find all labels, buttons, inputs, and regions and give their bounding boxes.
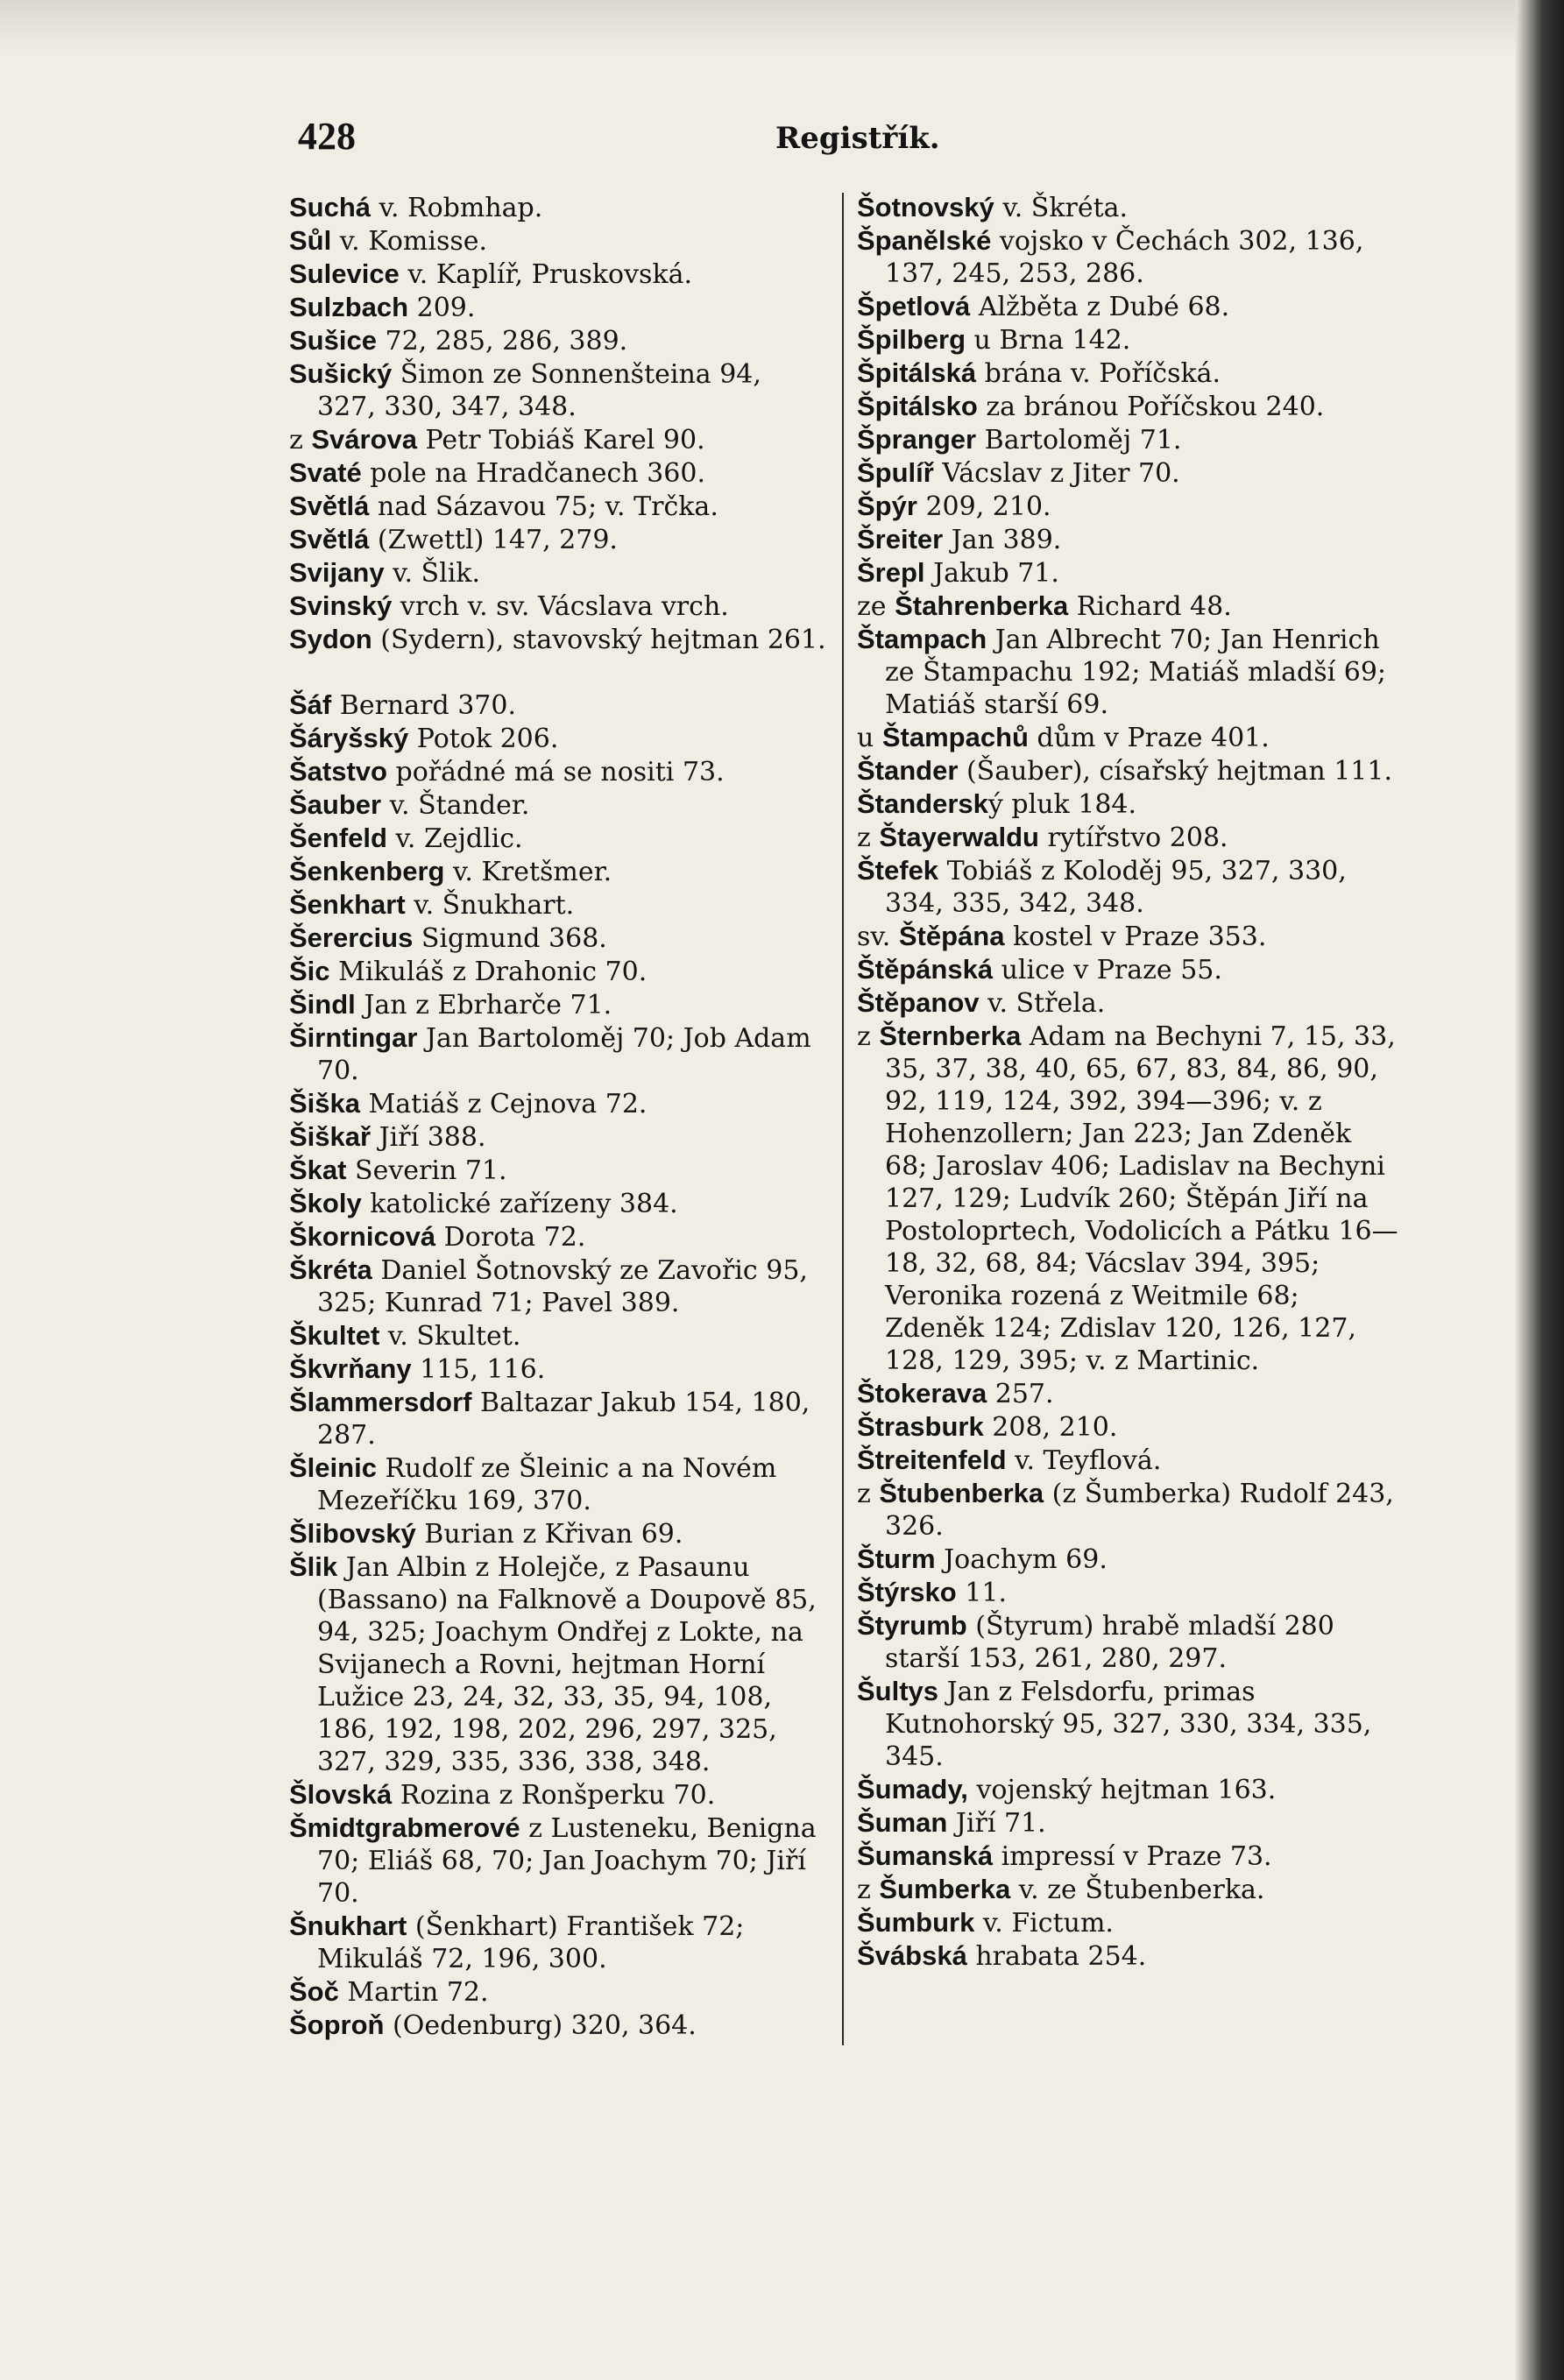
entry-headword: Šiška [289,1088,361,1119]
entry-text: 257. [987,1379,1054,1409]
entry-headword: Šlovská [289,1779,393,1810]
entry-text: Alžběta z Dubé 68. [970,292,1230,322]
entry-text: za bránou Poříčskou 240. [977,392,1325,422]
entry-text: Richard 48. [1068,591,1232,622]
entry-text: Potok 206. [408,724,559,754]
entry-headword: Štokerava [857,1378,987,1409]
entry-headword: Štýrsko [857,1577,957,1607]
entry-headword: Šiškař [289,1121,372,1152]
entry-headword: Svárova [311,424,417,455]
entry-headword: Šauber [289,789,382,820]
entry-text: Severin 71. [346,1155,507,1186]
index-entry [857,623,1400,721]
entry-text: (Oedenburg) 320, 364. [384,2010,697,2041]
entry-text: 72, 285, 286, 389. [376,326,628,357]
entry-text: Jiří 388. [371,1122,486,1153]
entry-headword: Štampachů [881,722,1029,752]
entry-text: (Sydern), stavovský hejtman 261. [372,625,826,655]
entry-headword: Sůl [289,225,332,256]
entry-text: (z Šumberka) Rudolf 243, 326. [885,1479,1394,1542]
entry-headword: Šic [289,956,330,986]
entry-headword: Šoč [289,1976,339,2007]
entry-text: 209. [408,293,476,323]
entry-headword: Šáryšský [289,723,409,753]
entry-text: Mikuláš z Drahonic 70. [329,957,648,987]
entry-text: vrch v. sv. Vácslava vrch. [392,591,729,622]
entry-headword: Špýr [857,491,917,521]
entry-text: pole na Hradčanech 360. [361,458,705,489]
entry-text: Vácslav z Jiter 70. [933,458,1180,489]
entry-headword: Šumberka [879,1874,1011,1904]
index-entry [857,953,1400,986]
running-title: Registřík. [775,121,940,156]
entry-text: 11. [956,1578,1007,1608]
entry-headword: Škréta [289,1254,372,1285]
entry-text: Petr Tobiáš Karel 90. [416,425,705,456]
index-entry [857,456,1400,490]
entry-headword: Sušický [289,358,393,389]
index-entry [289,1021,828,1087]
entry-text: katolické zařízeny 384. [361,1189,678,1219]
entry-headword: Štampach [857,624,987,654]
index-entry [857,1410,1400,1444]
entry-prefix: z [857,1021,880,1052]
entry-text: u Brna 142. [966,325,1131,356]
index-entry [289,224,828,258]
entry-text: v. Střela. [979,988,1106,1019]
entry-headword: Špranger [857,424,977,455]
entry-text: Baltazar Jakub 154, 180, 287. [317,1388,810,1451]
entry-headword: Školy [289,1188,362,1218]
index-entry [857,920,1400,953]
entry-prefix: z [857,1479,880,1509]
entry-headword: Svaté [289,457,362,488]
index-entry [289,590,828,623]
entry-headword: Štahrenberka [895,590,1069,621]
index-entry [289,1319,828,1352]
entry-headword: Škultet [289,1320,380,1351]
entry-headword: Šlik [289,1551,338,1582]
entry-text: nad Sázavou 75; v. Trčka. [369,491,718,522]
entry-text: v. Štander. [381,790,530,821]
entry-headword: Světlá [289,524,370,554]
entry-text: vojsko v Čechách 302, 136, 137, 245, 253, 286. [885,226,1364,289]
index-entry [857,390,1400,423]
entry-text: v. Kretšmer. [444,857,612,887]
index-entry [857,854,1400,920]
index-entry [857,1773,1400,1806]
entry-headword: Šenfeld [289,823,387,853]
index-entry [857,490,1400,523]
entry-text: v. Fictum. [974,1908,1114,1939]
index-entry [857,1806,1400,1840]
index-entry [289,258,828,291]
page-number: 428 [298,115,356,158]
entry-headword: Šenkenberg [289,856,445,886]
index-entry [857,1377,1400,1410]
index-entry [289,357,828,423]
entry-headword: Šrepl [857,557,925,588]
index-entry [289,1451,828,1517]
index-entry [289,1120,828,1154]
entry-text: kostel v Praze 353. [1004,922,1267,952]
entry-text: Burian z Křivan 69. [415,1519,683,1550]
index-entry [289,822,828,855]
index-entry [857,986,1400,1020]
entry-text: vojenský hejtman 163. [967,1775,1277,1805]
entry-headword: Šáf [289,689,332,720]
index-entry [289,755,828,788]
entry-headword: Špetlová [857,291,971,321]
page-header [298,114,1393,166]
index-entry [857,787,1400,821]
index-entry [857,357,1400,390]
entry-prefix: ze [857,591,895,622]
index-entry [289,423,828,456]
index-entry [857,754,1400,787]
entry-headword: Štander [857,755,959,786]
index-entry [289,1220,828,1254]
entry-prefix: sv. [857,922,899,952]
index-entry [289,324,828,357]
entry-headword: Štefek [857,855,939,886]
index-entry [289,1386,828,1451]
entry-headword: Sulzbach [289,292,409,322]
entry-headword: Šreiter [857,524,944,554]
index-entry [857,1939,1400,1973]
entry-text: ulice v Praze 55. [993,955,1222,985]
page-binding-edge [1516,0,1564,2380]
entry-text: brána v. Poříčská. [976,358,1221,389]
entry-text: v. Škréta. [994,193,1129,223]
entry-text: Šimon ze Sonnenšteina 94, 327, 330, 347, 348. [317,359,761,422]
entry-text: Bartoloměj 71. [976,425,1182,456]
index-entry [289,1550,828,1778]
index-entry [857,1906,1400,1939]
entry-headword: Švábská [857,1940,967,1971]
entry-headword: Šoproň [289,2009,385,2040]
entry-text: Rudolf ze Šleinic a na Novém Mezeříčku 169, 370. [317,1453,777,1516]
entry-headword: Špitálská [857,357,977,388]
entry-headword: Širntingar [289,1022,418,1053]
entry-text: v. Zejdlic. [386,823,523,854]
entry-headword: Sušice [289,325,377,356]
index-column-left [289,191,828,2042]
index-entry [857,323,1400,357]
entry-headword: Světlá [289,491,370,521]
entry-headword: Šultys [857,1676,939,1706]
index-entry [289,2009,828,2042]
entry-headword: Šerercius [289,922,414,953]
entry-headword: Špilberg [857,324,966,355]
index-entry [857,1873,1400,1906]
index-entry [289,623,828,656]
entry-headword: Šleinic [289,1452,377,1483]
entry-text: impressí v Praze 73. [993,1841,1272,1872]
entry-text: Rozina z Ronšperku 70. [392,1780,716,1811]
entry-text: Bernard 370. [331,690,517,721]
index-entry [857,1840,1400,1873]
entry-headword: Šmidtgrabmerové [289,1812,520,1843]
entry-headword: Štěpána [898,921,1005,951]
index-entry [857,1576,1400,1609]
index-entry [289,1517,828,1550]
entry-text: Jan Bartoloměj 70; Job Adam 70. [317,1023,811,1086]
entry-text: Tobiáš z Koloděj 95, 327, 330, 334, 335, 342, 348. [885,856,1347,919]
index-entry [289,556,828,590]
entry-prefix: z [857,823,880,853]
entry-prefix: z [289,425,312,456]
index-entry [289,523,828,556]
entry-headword: Sydon [289,624,372,654]
entry-headword: Šumanská [857,1840,994,1871]
index-entry [289,689,828,722]
entry-headword: Škvrňany [289,1353,412,1384]
entry-text: Jiří 71. [947,1808,1046,1839]
entry-headword: Sulevice [289,258,400,289]
entry-headword: Šenkhart [289,889,406,920]
entry-headword: Šumady, [857,1774,968,1804]
index-entry [289,922,828,955]
entry-text: Jan Albrecht 70; Jan Henrich ze Štampachu 192; Matiáš mladší 69; Matiáš starší 69. [885,625,1387,720]
entry-text: z Lusteneku, Benigna 70; Eliáš 68, 70; Jan Joachym 70; Jiří 70. [317,1813,817,1909]
entry-text: (Štyrum) hrabě mladší 280 starší 153, 261, 280, 297. [885,1611,1334,1674]
entry-headword: Šlammersdorf [289,1387,472,1417]
index-entry [857,224,1400,290]
column-divider [842,193,844,2045]
entry-text: hrabata 254. [966,1941,1147,1972]
index-entry [289,955,828,988]
entry-text: Dorota 72. [435,1222,586,1253]
entry-text: v. Kaplíř, Pruskovská. [399,259,693,290]
entry-text: v. Robmhap. [371,193,543,223]
entry-headword: Šatstvo [289,756,387,787]
index-entry [289,456,828,490]
index-entry [857,1477,1400,1543]
entry-text: v. Šnukhart. [405,890,575,921]
index-entry [857,556,1400,590]
entry-text: v. ze Štubenberka. [1010,1875,1265,1905]
entry-text: Adam na Bechyni 7, 15, 33, 35, 37, 38, 40, 65, 67, 83, 84, 86, 90, 92, 119, 124, 392, 394—396; v. z Hohenzollern; Jan 223; Jan Zdeněk 68; Jaroslav 406; Ladislav na Bechyni 127, 129; Ludvík 260; Štěpán Jiří na Postoloprtech, Vodolicích a Pátku 16—18, 32, 68, 84; Vácslav 394, 395; Veronika rozená z Weitmile 68; Zdeněk 124; Zdislav 120, 126, 127, 128, 129, 395; v. z Martinic. [885,1021,1398,1376]
entry-prefix: z [857,1875,880,1905]
entry-headword: Špulíř [857,457,934,488]
entry-headword: Štayerwaldu [879,822,1039,852]
index-entry [857,1609,1400,1675]
entry-headword: Štreitenfeld [857,1444,1007,1475]
index-entry [289,855,828,888]
index-entry [289,1154,828,1187]
index-entry [857,523,1400,556]
entry-headword: Svinský [289,590,393,621]
entry-headword: Štěpanov [857,987,980,1018]
index-entry [857,423,1400,456]
entry-text: 209, 210. [916,491,1051,522]
index-entry [857,1675,1400,1773]
index-entry [857,1020,1400,1377]
entry-headword: Šternberka [879,1021,1022,1051]
index-column-right [857,191,1400,1973]
entry-text: (Zwettl) 147, 279. [369,525,618,555]
entry-headword: Šuman [857,1807,948,1838]
index-entry [289,1778,828,1811]
entry-text: (Šauber), císařský hejtman 111. [958,756,1392,787]
index-entry [289,1352,828,1386]
entry-headword: Štandersk [857,788,988,819]
index-entry [857,191,1400,224]
entry-text: 115, 116. [411,1354,546,1385]
entry-text: Jan Albin z Holejče, z Pasaunu (Bassano) na Falknově a Doupově 85, 94, 325; Joachym Ondřej z Lokte, na Svijanech a Rovni, hejtman Horní Lužice 23, 24, 32, 33, 35, 94, 108, 186, 192, 198, 202, 296, 297, 325, 327, 329, 335, 336, 338, 348. [317,1552,817,1777]
entry-headword: Štubenberka [879,1478,1044,1508]
entry-headword: Šindl [289,989,356,1020]
index-entry [289,490,828,523]
entry-headword: Šturm [857,1543,936,1574]
index-entry [289,788,828,822]
entry-text: v. Teyflová. [1006,1445,1162,1476]
index-entry [857,590,1400,623]
index-entry [289,1811,828,1910]
entry-prefix: u [857,723,882,753]
entry-text: Jan z Felsdorfu, primas Kutnohorský 95, 327, 330, 334, 335, 345. [885,1677,1372,1772]
entry-headword: Španělské [857,225,992,256]
entry-text: ý pluk 184. [987,789,1137,820]
entry-text: v. Šlik. [384,558,481,589]
index-entry [289,1087,828,1120]
entry-text: Martin 72. [338,1977,489,2008]
entry-headword: Štěpánská [857,954,994,985]
entry-headword: Škat [289,1155,347,1185]
index-entry [289,988,828,1021]
index-entry [289,1910,828,1975]
entry-headword: Suchá [289,192,372,222]
entry-headword: Štyrumb [857,1610,967,1641]
entry-text: 208, 210. [983,1412,1118,1443]
entry-text: Daniel Šotnovský ze Zavořic 95, 325; Kunrad 71; Pavel 389. [317,1255,808,1318]
entry-text: v. Skultet. [379,1321,521,1352]
index-entry [857,1444,1400,1477]
entry-text: Joachym 69. [935,1544,1108,1575]
entry-text: pořádné má se nositi 73. [386,757,725,787]
index-entry [289,1975,828,2009]
entry-headword: Špitálsko [857,391,978,421]
index-entry [289,1187,828,1220]
index-entry [289,291,828,324]
index-entry [289,888,828,922]
entry-headword: Šnukhart [289,1910,407,1941]
entry-text: rytířstvo 208. [1038,823,1228,853]
index-entry [857,1543,1400,1576]
entry-text: (Šenkhart) František 72; Mikuláš 72, 196, 300. [317,1911,745,1974]
page-top-shadow [0,0,1564,53]
entry-headword: Šumburk [857,1907,975,1938]
entry-text: Jan 389. [943,525,1062,555]
entry-headword: Škornicová [289,1221,436,1252]
index-entry [857,821,1400,854]
entry-text: Sigmund 368. [413,923,607,954]
entry-headword: Šotnovský [857,192,994,222]
index-entry [857,721,1400,754]
entry-headword: Štrasburk [857,1411,984,1442]
entry-text: Jan z Ebrharče 71. [355,990,612,1021]
entry-text: v. Komisse. [331,226,488,257]
entry-text: Matiáš z Cejnova 72. [360,1089,648,1119]
index-entry [289,722,828,755]
entry-text: Jakub 71. [924,558,1059,589]
entry-headword: Šlibovský [289,1518,416,1549]
index-entry [289,191,828,224]
index-entry [857,290,1400,323]
index-entry [289,1254,828,1319]
entry-headword: Svijany [289,557,385,588]
entry-text: dům v Praze 401. [1028,723,1270,753]
